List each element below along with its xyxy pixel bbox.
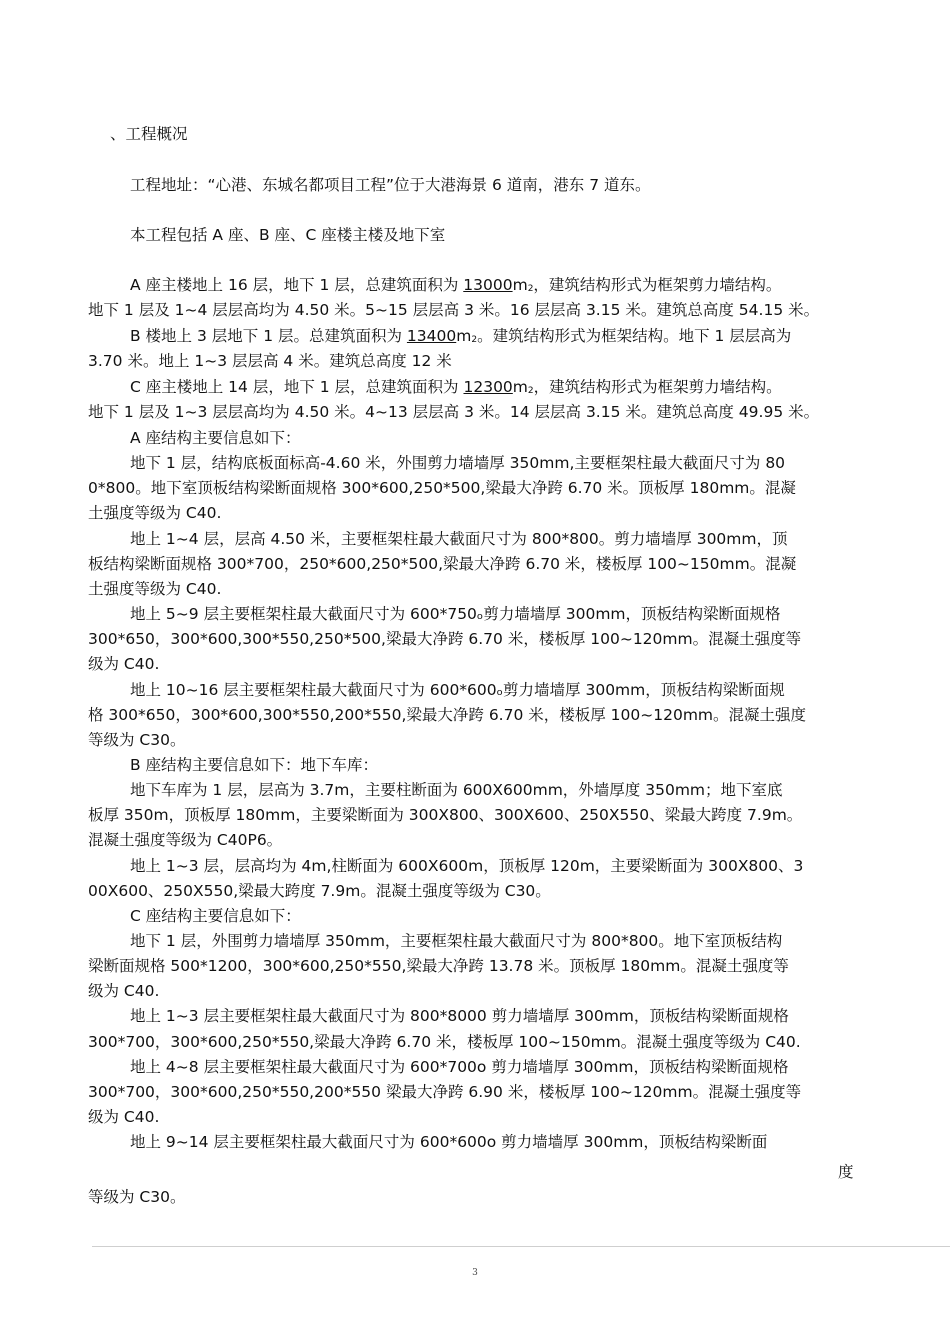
body-line: 等级为 C30。 [88, 731, 186, 749]
body-line: 300*700，300*600,250*550,梁最大净跨 6.70 米，楼板厚 100~150mm。混凝土强度等级为 C40. [88, 1033, 801, 1051]
area-unit-sub: 2 [527, 284, 534, 294]
building-b-text: B 楼地上 3 层地下 1 层。总建筑面积为 [130, 327, 407, 345]
body-line: 地上 1~3 层，层高均为 4m,柱断面为 600X600m，顶板厚 120m，主要梁断面为 300X800、3 [130, 857, 804, 875]
body-line: 300*700，300*600,250*550,200*550 梁最大净跨 6.90 米，楼板厚 100~120mm。混凝土强度等 [88, 1083, 802, 1101]
last-line: 等级为 C30。 [88, 1188, 186, 1206]
building-a-text: A 座主楼地上 16 层，地下 1 层，总建筑面积为 [130, 276, 464, 294]
building-a-heights: 地下 1 层及 1~4 层层高均为 4.50 米。5~15 层层高 3 米。16 层层高 3.15 米。建筑总高度 54.15 米。 [88, 301, 820, 319]
building-b-summary [130, 326, 950, 350]
building-b-text-end: 。建筑结构形式为框架结构。地下 1 层层高为 [477, 327, 792, 345]
body-line: 地上 1~4 层，层高 4.50 米，主要框架柱最大截面尺寸为 800*800。剪力墙墙厚 300mm，顶 [130, 530, 788, 548]
body-line: 格 300*650，300*600,300*550,200*550,梁最大净跨 6.70 米，楼板厚 100~120mm。混凝土强度 [88, 706, 807, 724]
body-line: 梁断面规格 500*1200，300*600,250*550,梁最大净跨 13.78 米。顶板厚 180mm。混凝土强度等 [88, 957, 789, 975]
area-unit-sub: 2 [471, 335, 478, 345]
body-line: 00X600、250X550,梁最大跨度 7.9m。混凝土强度等级为 C30。 [88, 882, 551, 900]
building-a-area: 13000 [463, 276, 513, 294]
section-heading: 、工程概况 [110, 125, 188, 143]
body-line: B 座结构主要信息如下：地下车库： [130, 756, 379, 774]
orphan-line-end: 度 [838, 1163, 854, 1181]
project-scope: 本工程包括 A 座、B 座、C 座楼主楼及地下室 [130, 226, 446, 244]
body-line: 板结构梁断面规格 300*700，250*600,250*500,梁最大净跨 6.70 米，楼板厚 100~150mm。混凝 [88, 555, 797, 573]
body-line: 地上 5~9 层主要框架柱最大截面尺寸为 600*750ₒ剪力墙墙厚 300mm，顶板结构梁断面规格 [130, 605, 781, 623]
area-unit: m [512, 378, 528, 396]
body-line: 地上 10~16 层主要框架柱最大截面尺寸为 600*600ₒ剪力墙墙厚 300mm，顶板结构梁断面规 [130, 681, 785, 699]
building-c-area: 12300 [463, 378, 513, 396]
body-line: 地上 4~8 层主要框架柱最大截面尺寸为 600*700o 剪力墙墙厚 300mm，顶板结构梁断面规格 [130, 1058, 789, 1076]
body-line: 级为 C40. [88, 982, 160, 1000]
body-line: 地上 9~14 层主要框架柱最大截面尺寸为 600*600o 剪力墙墙厚 300mm，顶板结构梁断面 [130, 1133, 768, 1151]
building-c-text-end: ，建筑结构形式为框架剪力墙结构。 [533, 378, 782, 396]
body-line: A 座结构主要信息如下： [130, 429, 301, 447]
body-line: 级为 C40. [88, 1108, 160, 1126]
body-line: 地上 1~3 层主要框架柱最大截面尺寸为 800*8000 剪力墙墙厚 300mm，顶板结构梁断面规格 [130, 1007, 789, 1025]
project-address: 工程地址：“心港、东城名都项目工程”位于大港海景 6 道南，港东 7 道东。 [130, 176, 651, 194]
footer-divider [92, 1246, 950, 1247]
body-line: 0*800。地下室顶板结构梁断面规格 300*600,250*500,梁最大净跨 6.70 米。顶板厚 180mm。混凝 [88, 479, 796, 497]
building-b-area: 13400 [406, 327, 457, 345]
building-a-summary [130, 275, 950, 299]
area-unit: m [456, 327, 472, 345]
area-unit: m [512, 276, 528, 294]
body-line: 级为 C40. [88, 655, 160, 673]
building-c-text: C 座主楼地上 14 层，地下 1 层，总建筑面积为 [130, 378, 464, 396]
building-b-heights: 3.70 米。地上 1~3 层层高 4 米。建筑总高度 12 米 [88, 352, 452, 370]
building-c-heights: 地下 1 层及 1~3 层层高均为 4.50 米。4~13 层层高 3 米。14 层层高 3.15 米。建筑总高度 49.95 米。 [88, 403, 820, 421]
body-line: 地下 1 层，外围剪力墙墙厚 350mm，主要框架柱最大截面尺寸为 800*800。地下室顶板结构 [130, 932, 783, 950]
building-c-summary [130, 377, 950, 401]
body-line: 板厚 350m，顶板厚 180mm，主要梁断面为 300X800、300X600、250X550、梁最大跨度 7.9m。 [88, 806, 803, 824]
body-line: C 座结构主要信息如下： [130, 907, 301, 925]
page-number: 3 [472, 1268, 478, 1278]
body-line: 土强度等级为 C40. [88, 580, 222, 598]
body-line: 地下车库为 1 层，层高为 3.7m，主要柱断面为 600X600mm，外墙厚度 350mm；地下室底 [130, 781, 783, 799]
body-line: 土强度等级为 C40. [88, 504, 222, 522]
area-unit-sub: 2 [527, 386, 534, 396]
body-line: 地下 1 层，结构底板面标高-4.60 米，外围剪力墙墙厚 350mm,主要框架柱最大截面尺寸为 80 [130, 454, 786, 472]
body-line: 混凝土强度等级为 C40P6。 [88, 831, 283, 849]
building-a-text-end: ，建筑结构形式为框架剪力墙结构。 [533, 276, 782, 294]
body-line: 300*650，300*600,300*550,250*500,梁最大净跨 6.70 米，楼板厚 100~120mm。混凝土强度等 [88, 630, 802, 648]
